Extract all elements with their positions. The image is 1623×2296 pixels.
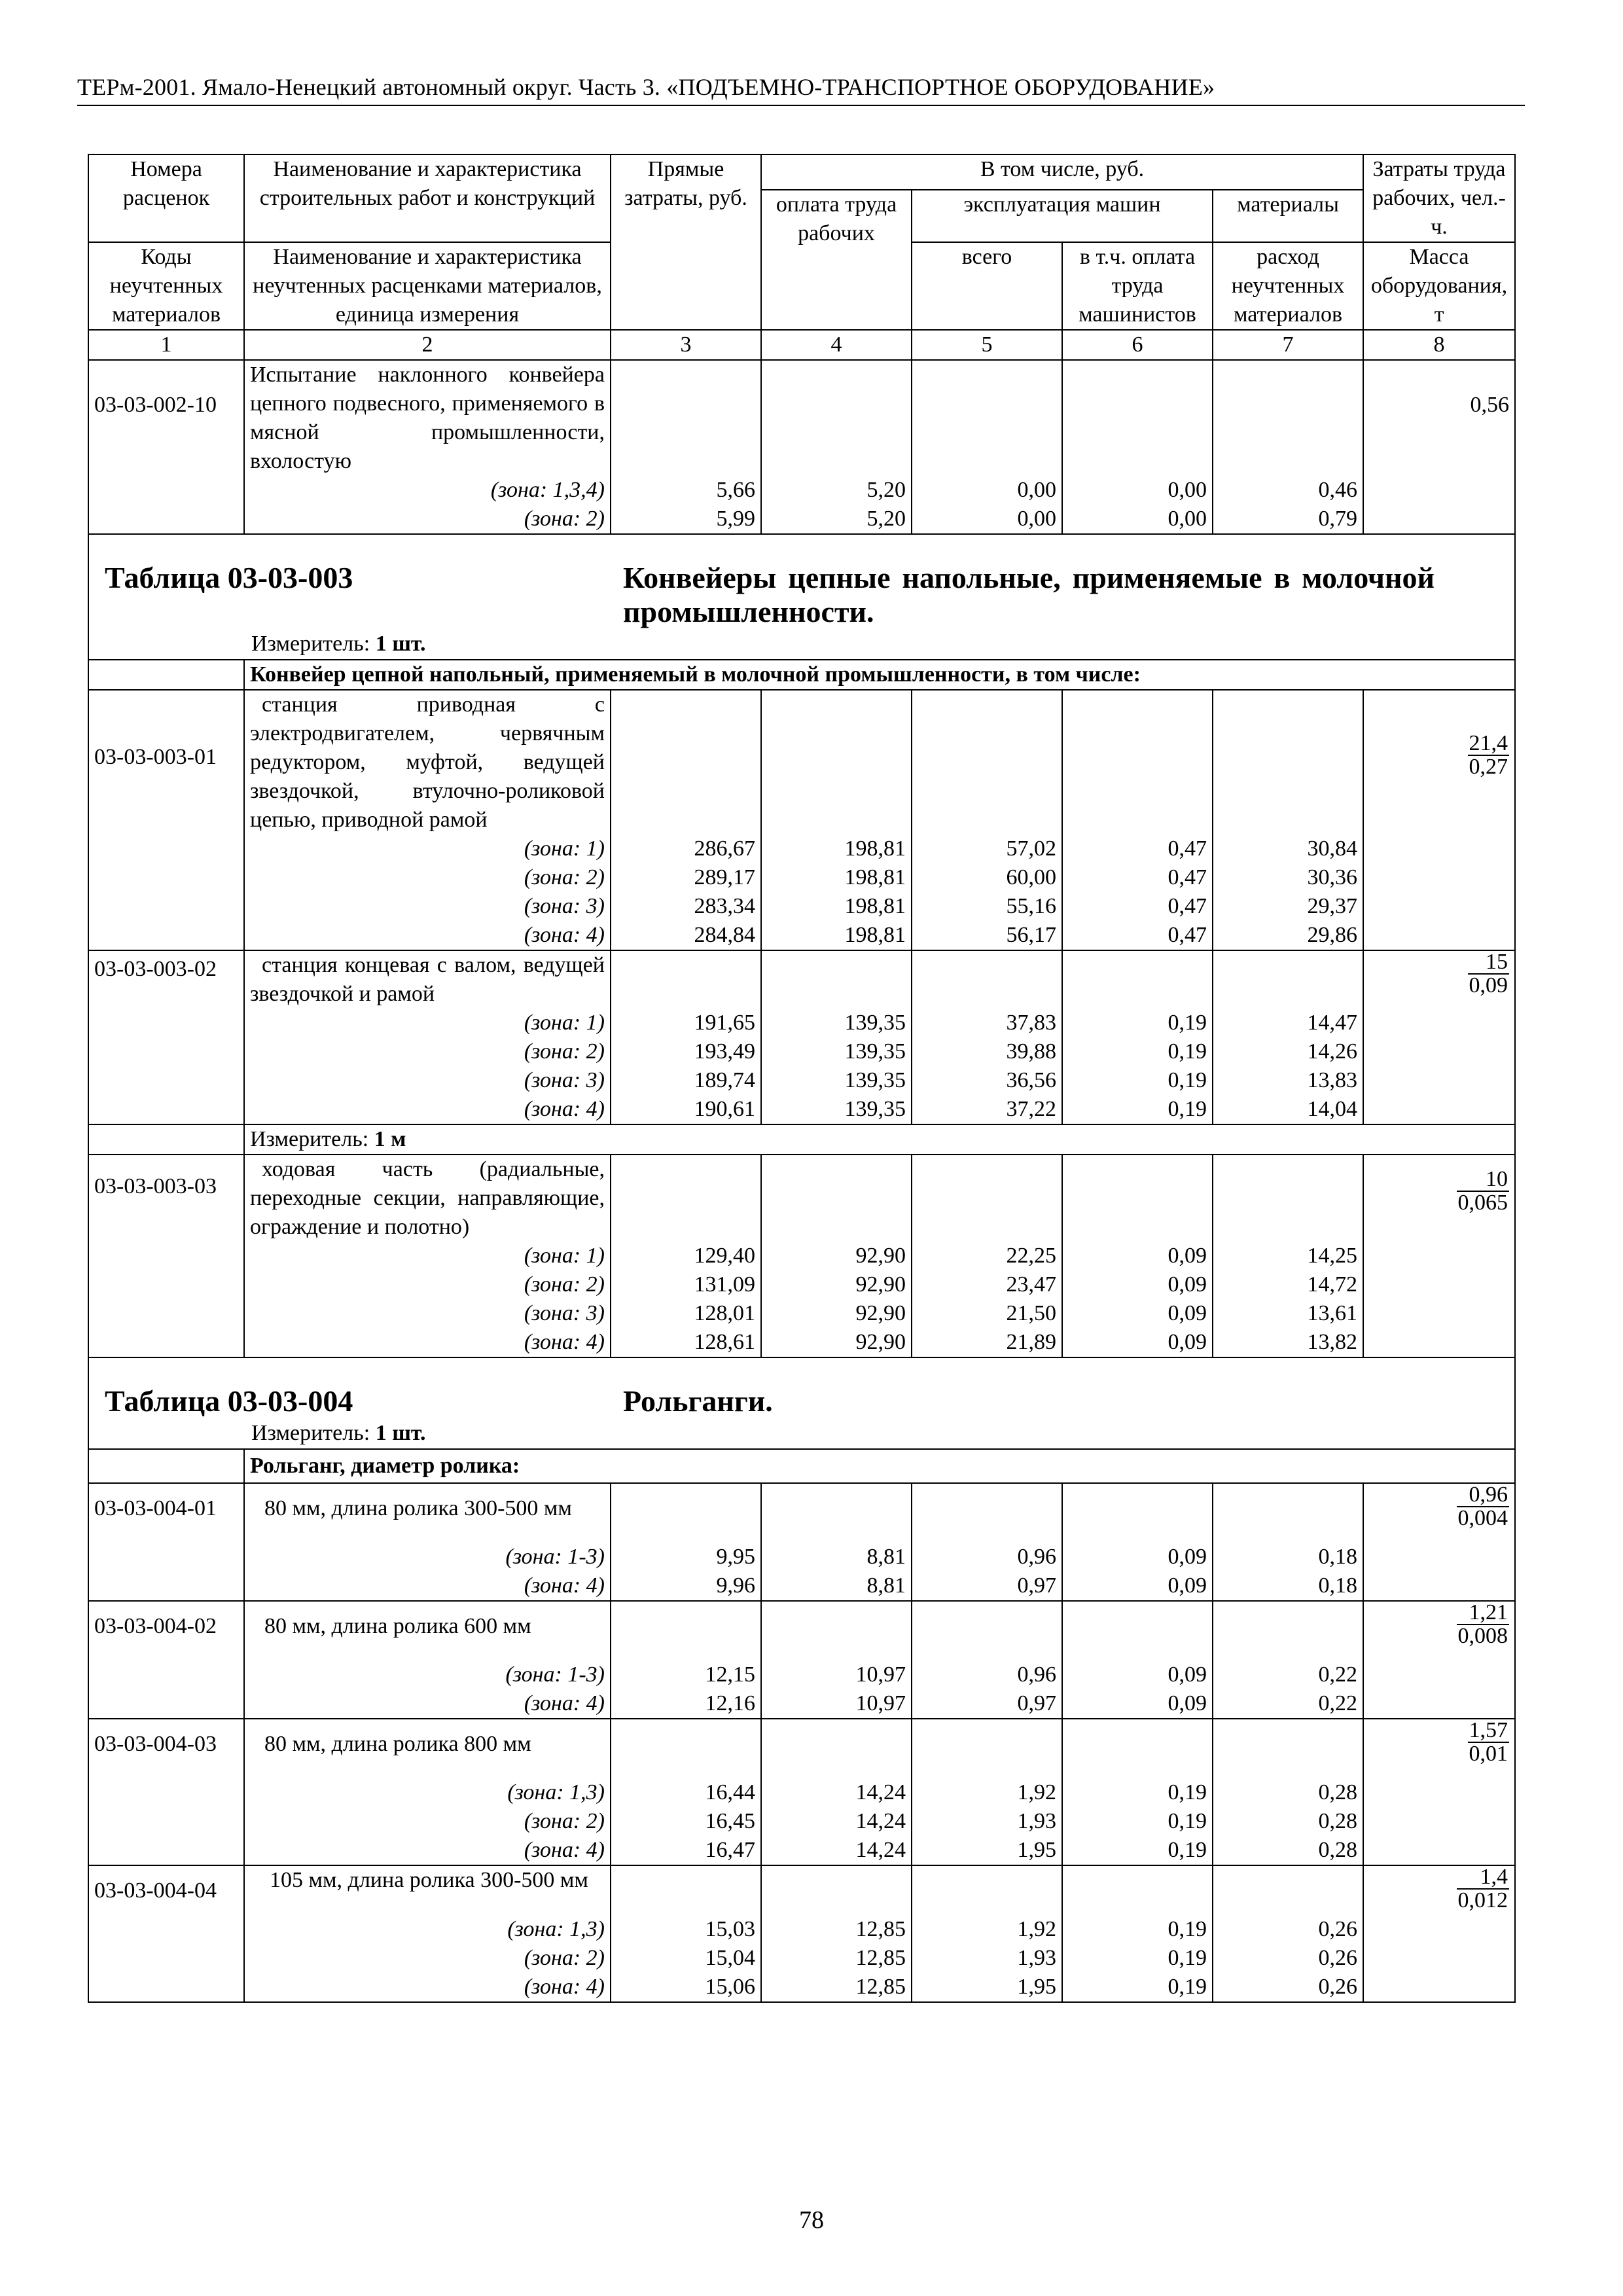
zone-label: (зона: 4) [244,1973,611,2002]
page-number: 78 [799,2206,824,2234]
materials: 30,36 [1213,863,1363,892]
zone-row [88,1242,1515,1270]
machine-wages: 0,19 [1062,1066,1213,1095]
machine-wages: 0,19 [1062,1037,1213,1066]
col-num: 2 [244,330,611,360]
col-header-codes: Номера расценок [88,154,244,242]
direct-cost: 12,15 [611,1660,761,1689]
col-header-name: Наименование и характеристика строительных работ и конструкций [244,154,611,242]
col-header-direct: Прямые затраты, руб. [611,154,761,330]
table-title-row [88,1357,1515,1449]
machines-total: 60,00 [912,863,1062,892]
wages: 198,81 [761,921,912,950]
materials: 0,22 [1213,1660,1363,1689]
column-numbers-row [88,330,1515,360]
wages: 8,81 [761,1571,912,1601]
direct-cost: 9,96 [611,1571,761,1601]
rate-description: 80 мм, длина ролика 600 мм [244,1601,611,1660]
table-number: Таблица 03-03-004 [105,1384,353,1418]
col-header-mach-total: всего [912,242,1062,330]
materials: 13,61 [1213,1299,1363,1328]
machine-wages: 0,19 [1062,1009,1213,1037]
rate-description: Испытание наклонного конвейера цепного подвесного, применяемого в мясной промышленности, вхолостую [244,360,611,476]
zone-label: (зона: 4) [244,1095,611,1124]
zone-label: (зона: 1-3) [244,1660,611,1689]
price-table [88,154,1516,2003]
machines-total: 0,97 [912,1571,1062,1601]
materials: 0,26 [1213,1915,1363,1944]
zone-label: (зона: 1) [244,1009,611,1037]
direct-cost: 191,65 [611,1009,761,1037]
zone-row [88,1095,1515,1124]
col-num: 6 [1062,330,1213,360]
machines-total: 0,96 [912,1660,1062,1689]
running-header: ТЕРм-2001. Ямало-Ненецкий автономный округ. Часть 3. «ПОДЪЕМНО-ТРАНСПОРТНОЕ ОБОРУДОВАНИЕ» [77,74,1215,100]
zone-row [88,1037,1515,1066]
machine-wages: 0,19 [1062,1836,1213,1865]
zone-row [88,1270,1515,1299]
header-row-1 [88,154,1515,190]
machines-total: 0,00 [912,476,1062,505]
meter: Измеритель: 1 шт. [251,1421,426,1445]
rate-row [88,360,1515,476]
direct-cost: 190,61 [611,1095,761,1124]
materials: 0,26 [1213,1973,1363,2002]
wages: 14,24 [761,1778,912,1807]
wages: 198,81 [761,834,912,863]
zone-row [88,505,1515,534]
group-row [88,1449,1515,1483]
zone-row [88,1836,1515,1865]
col-num: 7 [1213,330,1363,360]
machines-total: 23,47 [912,1270,1062,1299]
machine-wages: 0,47 [1062,921,1213,950]
rate-code: 03-03-003-01 [88,690,244,834]
zone-row [88,1009,1515,1037]
rate-row [88,1601,1515,1660]
zone-label: (зона: 2) [244,1944,611,1973]
wages: 198,81 [761,892,912,921]
direct-cost: 284,84 [611,921,761,950]
machines-total: 22,25 [912,1242,1062,1270]
labor-mass-fraction: $\frac{10}{0,065}$ [1457,1167,1508,1215]
wages: 92,90 [761,1242,912,1270]
materials: 0,18 [1213,1571,1363,1601]
zone-row [88,921,1515,950]
wages: 8,81 [761,1543,912,1571]
materials: 0,28 [1213,1807,1363,1836]
materials: 0,46 [1213,476,1363,505]
group-row [88,660,1515,690]
meter: Измеритель: 1 шт. [251,632,426,656]
col-header-machines: эксплуатация машин [912,190,1213,242]
wages: 14,24 [761,1836,912,1865]
wages: 139,35 [761,1037,912,1066]
wages: 139,35 [761,1009,912,1037]
machine-wages: 0,19 [1062,1807,1213,1836]
col-header-labor: Затраты труда рабочих, чел.-ч. [1363,154,1515,242]
rate-description: станция концевая с валом, ведущей звездочкой и рамой [244,950,611,1009]
direct-cost: 193,49 [611,1037,761,1066]
materials: 0,26 [1213,1944,1363,1973]
machine-wages: 0,00 [1062,505,1213,534]
zone-row [88,1944,1515,1973]
rate-description: 80 мм, длина ролика 800 мм [244,1719,611,1778]
zone-label: (зона: 4) [244,921,611,950]
zone-label: (зона: 2) [244,505,611,534]
rate-row [88,690,1515,834]
materials: 14,72 [1213,1270,1363,1299]
zone-row [88,834,1515,863]
labor-cost: 0,56 [1363,360,1515,476]
machines-total: 37,22 [912,1095,1062,1124]
col-header-mass: Масса оборудования, т [1363,242,1515,330]
materials: 0,18 [1213,1543,1363,1571]
zone-row [88,892,1515,921]
machine-wages: 0,09 [1062,1660,1213,1689]
machine-wages: 0,09 [1062,1543,1213,1571]
machine-wages: 0,09 [1062,1270,1213,1299]
machines-total: 36,56 [912,1066,1062,1095]
machine-wages: 0,00 [1062,476,1213,505]
machine-wages: 0,47 [1062,834,1213,863]
zone-row [88,1066,1515,1095]
labor-mass-fraction: $\frac{15}{0,09}$ [1469,950,1508,997]
zone-label: (зона: 4) [244,1328,611,1357]
rate-row [88,1719,1515,1778]
direct-cost: 286,67 [611,834,761,863]
machines-total: 1,93 [912,1807,1062,1836]
table-title-row [88,534,1515,660]
col-header-incl: В том числе, руб. [761,154,1363,190]
group-heading: Рольганг, диаметр ролика: [244,1449,1515,1483]
machine-wages: 0,19 [1062,1095,1213,1124]
direct-cost: 131,09 [611,1270,761,1299]
col-header-mat-codes: Коды неучтенных материалов [88,242,244,330]
materials: 14,25 [1213,1242,1363,1270]
table-title: Конвейеры цепные напольные, применяемые в молочной промышленности. [623,561,1435,628]
zone-row [88,1915,1515,1944]
table-number: Таблица 03-03-003 [105,561,353,594]
zone-label: (зона: 1,3,4) [244,476,611,505]
machines-total: 0,00 [912,505,1062,534]
machines-total: 21,89 [912,1328,1062,1357]
machine-wages: 0,09 [1062,1299,1213,1328]
direct-cost: 128,01 [611,1299,761,1328]
zone-label: (зона: 1,3) [244,1778,611,1807]
wages: 92,90 [761,1270,912,1299]
wages: 198,81 [761,863,912,892]
rate-description: ходовая часть (радиальные, переходные секции, направляющие, ограждение и полотно) [244,1155,611,1242]
rate-row [88,950,1515,1009]
wages: 5,20 [761,505,912,534]
materials: 0,28 [1213,1778,1363,1807]
zone-row [88,1571,1515,1601]
meter-row [88,1124,1515,1155]
direct-cost: 129,40 [611,1242,761,1270]
direct-cost: 9,95 [611,1543,761,1571]
wages: 10,97 [761,1689,912,1719]
materials: 13,82 [1213,1328,1363,1357]
machines-total: 1,95 [912,1836,1062,1865]
machine-wages: 0,19 [1062,1973,1213,2002]
rate-description: 80 мм, длина ролика 300-500 мм [244,1483,611,1543]
wages: 92,90 [761,1299,912,1328]
labor-mass-fraction: $\frac{1,4}{0,012}$ [1457,1865,1508,1912]
direct-cost: 283,34 [611,892,761,921]
machines-total: 55,16 [912,892,1062,921]
machine-wages: 0,19 [1062,1778,1213,1807]
header-rule [77,105,1525,106]
materials: 0,28 [1213,1836,1363,1865]
zone-row [88,1807,1515,1836]
rate-description: 105 мм, длина ролика 300-500 мм [244,1865,611,1915]
machine-wages: 0,09 [1062,1328,1213,1357]
machines-total: 37,83 [912,1009,1062,1037]
rate-code: 03-03-003-03 [88,1155,244,1242]
rate-code: 03-03-004-02 [88,1601,244,1660]
materials: 14,26 [1213,1037,1363,1066]
direct-cost: 15,03 [611,1915,761,1944]
zone-row [88,1778,1515,1807]
machine-wages: 0,47 [1062,892,1213,921]
materials: 0,79 [1213,505,1363,534]
zone-label: (зона: 3) [244,1066,611,1095]
zone-label: (зона: 4) [244,1571,611,1601]
col-header-wages: оплата труда рабочих [761,190,912,330]
wages: 92,90 [761,1328,912,1357]
machine-wages: 0,47 [1062,863,1213,892]
zone-label: (зона: 4) [244,1689,611,1719]
materials: 29,86 [1213,921,1363,950]
col-num: 8 [1363,330,1515,360]
direct-cost: 16,45 [611,1807,761,1836]
direct-cost: 189,74 [611,1066,761,1095]
zone-label: (зона: 2) [244,1037,611,1066]
rate-code: 03-03-004-04 [88,1865,244,1915]
zone-label: (зона: 1,3) [244,1915,611,1944]
zone-row [88,1328,1515,1357]
col-header-mach-wages: в т.ч. оплата труда машинистов [1062,242,1213,330]
machine-wages: 0,09 [1062,1689,1213,1719]
machines-total: 1,92 [912,1915,1062,1944]
col-num: 4 [761,330,912,360]
zone-label: (зона: 3) [244,1299,611,1328]
wages: 10,97 [761,1660,912,1689]
col-header-materials: материалы [1213,190,1363,242]
col-header-mat-names: Наименование и характеристика неучтенных расценками материалов, единица измерения [244,242,611,330]
machines-total: 56,17 [912,921,1062,950]
direct-cost: 12,16 [611,1689,761,1719]
direct-cost: 15,04 [611,1944,761,1973]
rate-code: 03-03-003-02 [88,950,244,1009]
rate-description: станция приводная с электродвигателем, червячным редуктором, муфтой, ведущей звездочкой, втулочно-роликовой цепью, приводной рамой [244,690,611,834]
machines-total: 21,50 [912,1299,1062,1328]
direct-cost: 16,47 [611,1836,761,1865]
rate-code: 03-03-004-01 [88,1483,244,1543]
rate-row [88,1865,1515,1915]
machine-wages: 0,09 [1062,1571,1213,1601]
machines-total: 0,97 [912,1689,1062,1719]
zone-row [88,1973,1515,2002]
materials: 13,83 [1213,1066,1363,1095]
wages: 12,85 [761,1944,912,1973]
col-num: 1 [88,330,244,360]
materials: 0,22 [1213,1689,1363,1719]
machine-wages: 0,19 [1062,1944,1213,1973]
rate-code: 03-03-004-03 [88,1719,244,1778]
rate-row [88,1483,1515,1543]
zone-row [88,1689,1515,1719]
meter: Измеритель: 1 м [244,1124,1515,1155]
zone-label: (зона: 2) [244,1807,611,1836]
wages: 12,85 [761,1973,912,2002]
rate-row [88,1155,1515,1242]
zone-label: (зона: 2) [244,863,611,892]
machines-total: 0,96 [912,1543,1062,1571]
col-num: 3 [611,330,761,360]
labor-mass-fraction: $\frac{1,57}{0,01}$ [1469,1718,1508,1766]
table-title: Рольганги. [623,1384,773,1418]
zone-row [88,863,1515,892]
zone-label: (зона: 1) [244,834,611,863]
wages: 14,24 [761,1807,912,1836]
direct-cost: 128,61 [611,1328,761,1357]
materials: 14,47 [1213,1009,1363,1037]
col-num: 5 [912,330,1062,360]
wages: 5,20 [761,476,912,505]
wages: 139,35 [761,1095,912,1124]
zone-row [88,1299,1515,1328]
group-heading: Конвейер цепной напольный, применяемый в молочной промышленности, в том числе: [244,660,1515,690]
zone-label: (зона: 2) [244,1270,611,1299]
machines-total: 39,88 [912,1037,1062,1066]
zone-label: (зона: 1-3) [244,1543,611,1571]
labor-mass-fraction: $\frac{21,4}{0,27}$ [1469,731,1508,779]
labor-mass-fraction: $\frac{1,21}{0,008}$ [1457,1600,1508,1648]
direct-cost: 15,06 [611,1973,761,2002]
machines-total: 1,92 [912,1778,1062,1807]
rate-code: 03-03-002-10 [88,360,244,476]
col-header-unaccounted: расход неучтенных материалов [1213,242,1363,330]
direct-cost: 16,44 [611,1778,761,1807]
machines-total: 1,93 [912,1944,1062,1973]
direct-cost: 289,17 [611,863,761,892]
wages: 12,85 [761,1915,912,1944]
zone-row [88,1543,1515,1571]
materials: 30,84 [1213,834,1363,863]
zone-label: (зона: 3) [244,892,611,921]
machine-wages: 0,19 [1062,1915,1213,1944]
machines-total: 1,95 [912,1973,1062,2002]
machines-total: 57,02 [912,834,1062,863]
machine-wages: 0,09 [1062,1242,1213,1270]
wages: 139,35 [761,1066,912,1095]
zone-label: (зона: 1) [244,1242,611,1270]
direct-cost: 5,99 [611,505,761,534]
labor-mass-fraction: $\frac{0,96}{0,004}$ [1457,1482,1508,1530]
zone-row [88,476,1515,505]
zone-row [88,1660,1515,1689]
direct-cost: 5,66 [611,476,761,505]
zone-label: (зона: 4) [244,1836,611,1865]
materials: 14,04 [1213,1095,1363,1124]
materials: 29,37 [1213,892,1363,921]
